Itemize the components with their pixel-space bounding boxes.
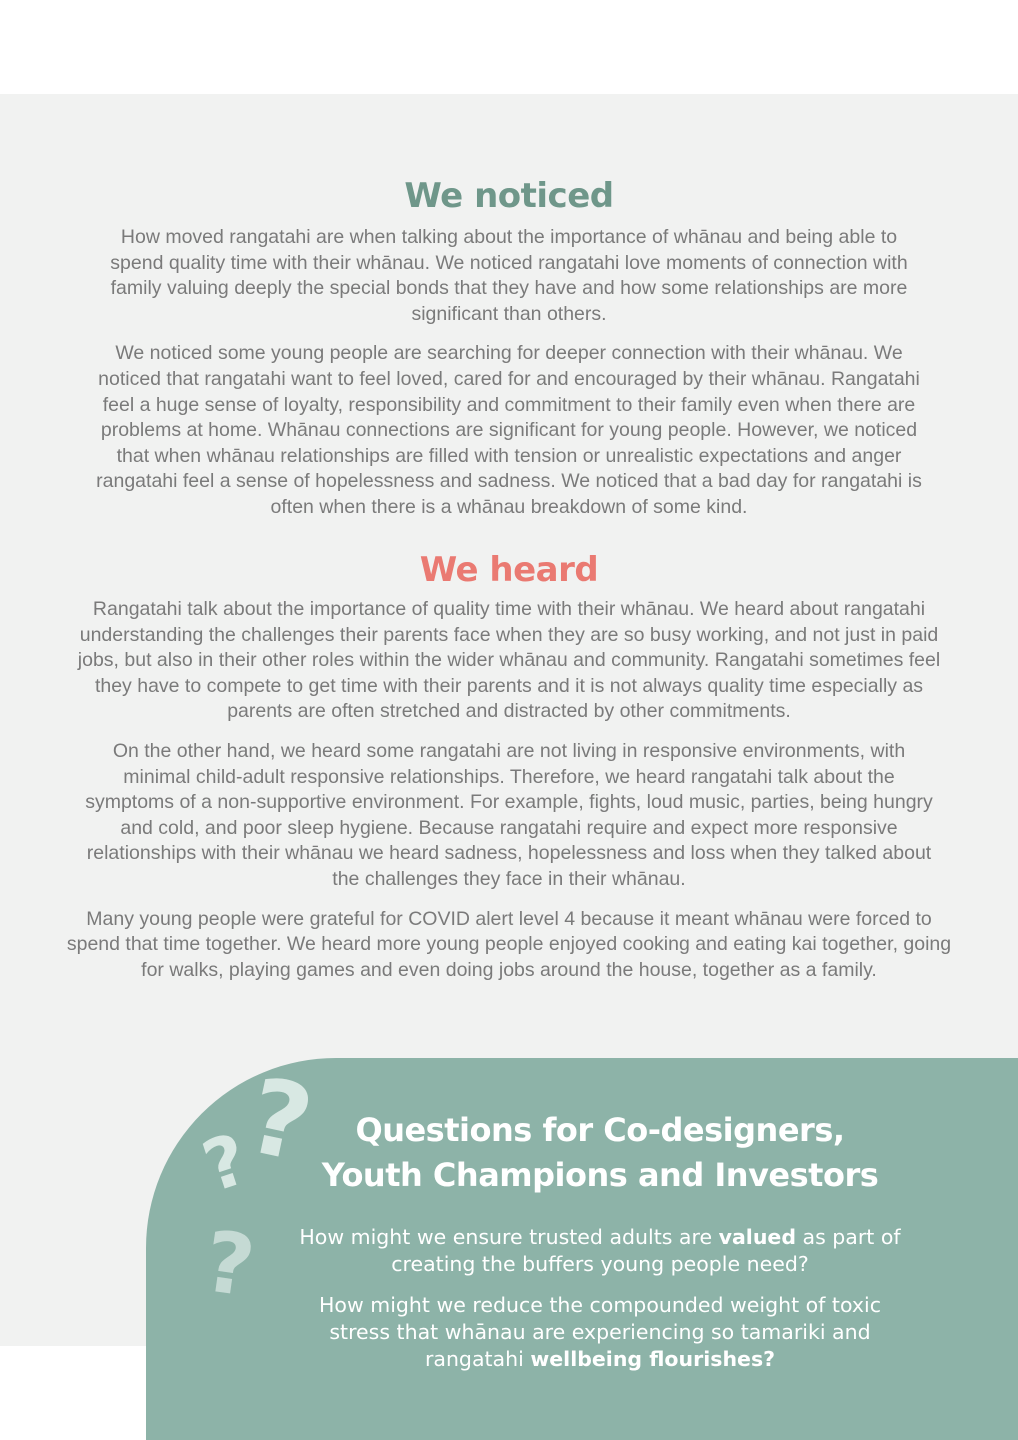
questions-title-line-2: Youth Champions and Investors	[321, 1156, 879, 1194]
we-noticed-heading: We noticed	[404, 176, 614, 216]
we-noticed-paragraph-2: We noticed some young people are searching for deeper connection with their whānau. We noticed that rangatahi want to feel loved, cared for and encouraged by their whānau. Rangatahi feel a huge sense of loyalty, responsibility and commitment to their family even when there are problems at home. Whānau connections are significant for young people. However, we noticed that when whānau relationships are filled with tension or unrealistic expectations and anger rangatahi feel a sense of hopelessness and sadness. We noticed that a bad day for rangatahi is often when there is a whānau breakdown of some kind.	[96, 342, 922, 518]
we-heard-paragraph-1: Rangatahi talk about the importance of quality time with their whānau. We heard about rangatahi understanding the challenges their parents face when they are so busy working, and not just in paid jobs, but also in their other roles within the wider whānau and community. Rangatahi sometimes feel they have to compete to get time with their parents and it is not always quality time especially as parents are often stretched and distracted by other commitments.	[77, 598, 941, 723]
question-2	[290, 1292, 910, 1373]
question-1-text: How might we ensure trusted adults are	[299, 1225, 719, 1249]
question-1-text-end: as part of creating the buffers young people need?	[391, 1225, 901, 1276]
question-mark-lower: ?	[198, 1212, 261, 1316]
we-heard-paragraph-2: On the other hand, we heard some rangatahi are not living in responsive environments, with minimal child-adult responsive relationships. Therefore, we heard rangatahi talk about the symptoms of a non-supportive environment. For example, fights, loud music, parties, being hungry and cold, and poor sleep hygiene. Because rangatahi require and expect more responsive relationships with their whānau we heard sadness, hopelessness and loss when they talked about the challenges they face in their whānau.	[85, 739, 933, 890]
question-2-text: How might we reduce the compounded weight of toxic stress that whānau are experiencing so tamariki and rangatahi	[319, 1293, 881, 1371]
question-1-bold: valued	[718, 1225, 797, 1249]
questions-title-line-1: Questions for Co-designers,	[355, 1111, 845, 1149]
question-2-bold: wellbeing flourishes?	[530, 1347, 776, 1371]
we-noticed-paragraph-1: How moved rangatahi are when talking about the importance of whānau and being able to spend quality time with their whānau. We noticed rangatahi love moments of connection with family valuing deeply the special bonds that they have and how some relationships are more significant than others.	[110, 226, 908, 325]
we-noticed-section	[60, 176, 958, 521]
we-heard-section	[55, 550, 963, 983]
we-heard-paragraph-3: Many young people were grateful for COVID alert level 4 because it meant whānau were forced to spend that time together. We heard more young people enjoyed cooking and eating kai together, going for walks, playing games and even doing jobs around the house, together as a family.	[66, 907, 952, 981]
questions-title	[300, 1108, 900, 1198]
question-mark-large: ?	[237, 1054, 323, 1186]
question-mark-medium: ?	[193, 1117, 258, 1209]
question-1	[280, 1224, 920, 1278]
we-heard-heading: We heard	[419, 550, 599, 590]
